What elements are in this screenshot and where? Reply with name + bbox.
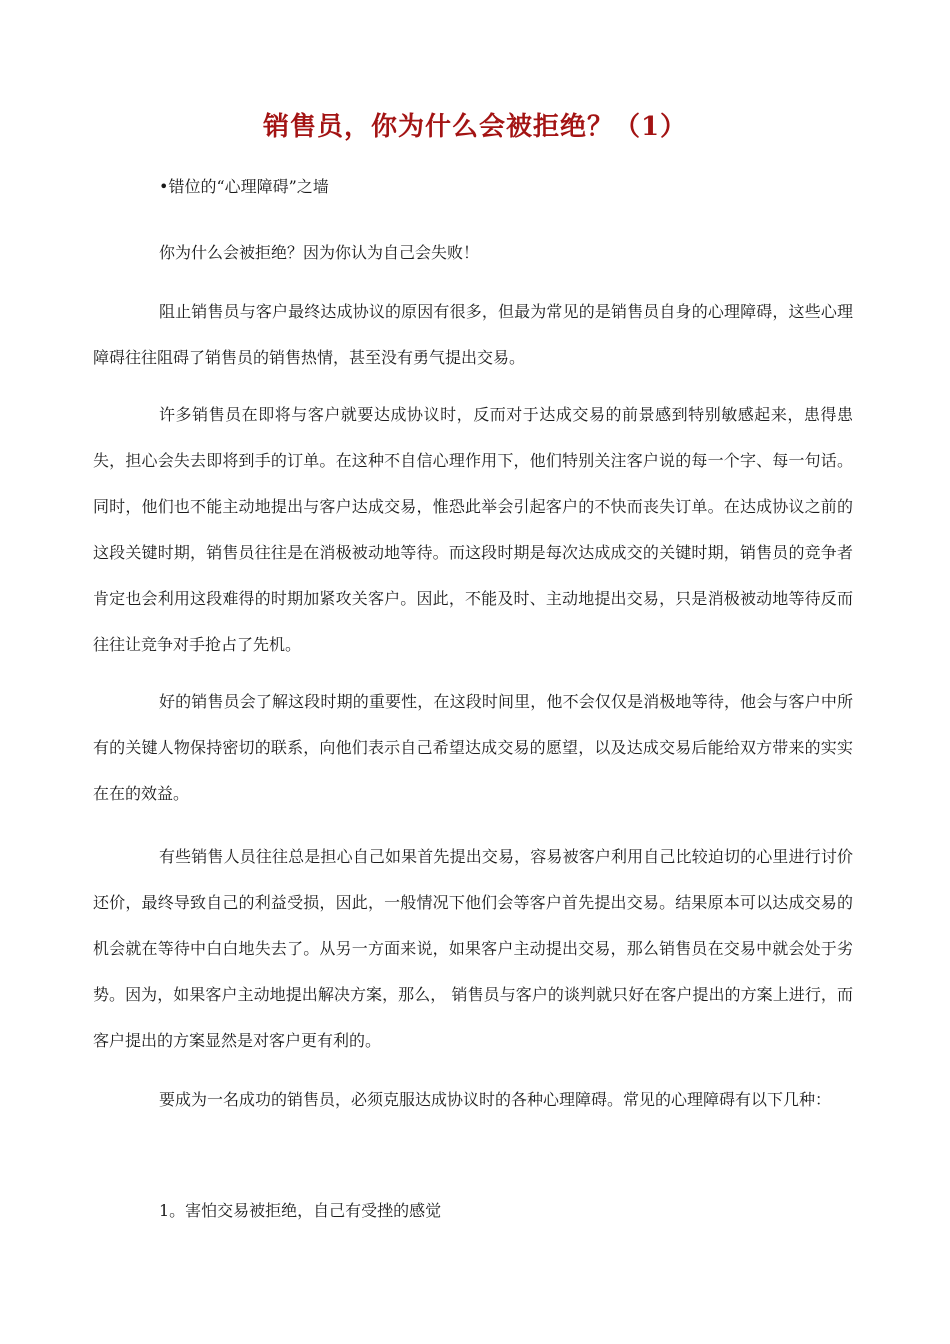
paragraph: 阻止销售员与客户最终达成协议的原因有很多，但最为常见的是销售员自身的心理障碍，这些心理障碍往往阻碍了销售员的销售热情，甚至没有勇气提出交易。: [93, 302, 853, 367]
page-title: 销售员，你为什么会被拒绝？（1）: [262, 112, 688, 142]
paragraph: 你为什么会被拒绝？因为你认为自己会失败！: [159, 243, 480, 262]
paragraph: 许多销售员在即将与客户就要达成协议时，反而对于达成交易的前景感到特别敏感起来，患得患失，担心会失去即将到手的订单。在这种不自信心理作用下，他们特别关注客户说的每一个字、每一句话。同时，他们也不能主动地提出与客户达成交易，惟恐此举会引起客户的不快而丧失订单。在达成协议之前的这段关键时期，销售员往往是在消极被动地等待。而这段时期是每次达成成交的关键时期，销售员的竞争者肯定也会利用这段难得的时期加紧攻关客户。因此，不能及时、主动地提出交易，只是消极被动地等待反而往往让竞争对手抢占了先机。: [93, 405, 853, 654]
paragraph: 好的销售员会了解这段时期的重要性，在这段时间里，他不会仅仅是消极地等待，他会与客户中所有的关键人物保持密切的联系，向他们表示自己希望达成交易的愿望，以及达成交易后能给双方带来的实实在在的效益。: [93, 692, 853, 803]
paragraph: 有些销售人员往往总是担心自己如果首先提出交易，容易被客户利用自己比较迫切的心里进行讨价还价，最终导致自己的利益受损，因此，一般情况下他们会等客户首先提出交易。结果原本可以达成交易的机会就在等待中白白地失去了。从另一方面来说，如果客户主动提出交易，那么销售员在交易中就会处于劣势。因为，如果客户主动地提出解决方案，那么， 销售员与客户的谈判就只好在客户提出的方案上进行，而客户提出的方案显然是对客户更有利的。: [93, 847, 853, 1050]
paragraph: 要成为一名成功的销售员，必须克服达成协议时的各种心理障碍。常见的心理障碍有以下几种：: [159, 1090, 832, 1109]
section-subheading: •错位的“心理障碍”之墙: [159, 177, 329, 196]
list-item: 1。害怕交易被拒绝，自己有受挫的感觉: [159, 1201, 442, 1220]
